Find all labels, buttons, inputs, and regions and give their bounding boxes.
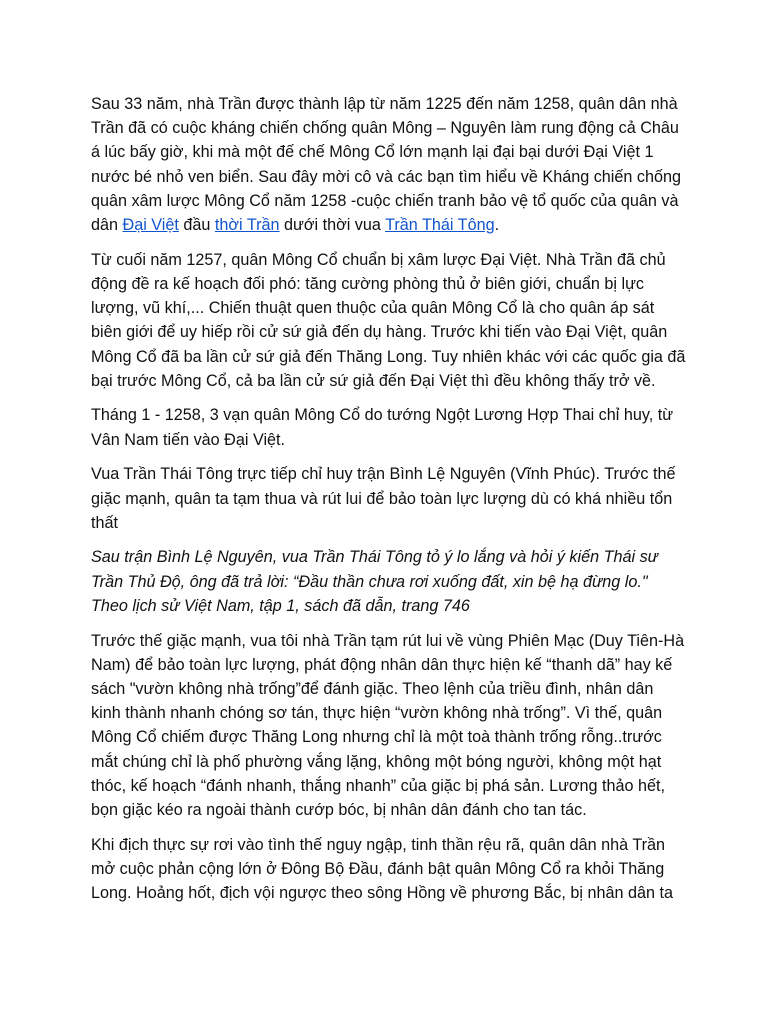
link-dai-viet[interactable]: Đại Việt xyxy=(122,216,179,235)
paragraph-quote: Sau trận Bình Lệ Nguyên, vua Trần Thái Tông tỏ ý lo lắng và hỏi ý kiến Thái sư Trần Thủ Độ, ông đã trả lời: “Đầu thần chưa rơi xuống đất, xin bệ hạ đừng lo." Theo lịch sử Việt Nam, tập 1, sách đã dẫn, trang 746 xyxy=(91,548,658,615)
paragraph-invasion: Tháng 1 - 1258, 3 vạn quân Mông Cổ do tướng Ngột Lương Hợp Thai chỉ huy, từ Vân Nam tiến vào Đại Việt. xyxy=(91,406,674,449)
paragraph-binh-le-nguyen: Vua Trần Thái Tông trực tiếp chỉ huy trận Bình Lệ Nguyên (Vĩnh Phúc). Trước thế giặc mạnh, quân ta tạm thua và rút lui để bảo toàn lực lượng dù có khá nhiều tổn thất xyxy=(91,465,676,532)
link-thoi-tran[interactable]: thời Trần xyxy=(214,216,280,235)
paragraph-counterattack: Khi địch thực sự rơi vào tình thế nguy ngập, tinh thần rệu rã, quân dân nhà Trần mở cuộc phản cộng lớn ở Đông Bộ Đầu, đánh bật quân Mông Cổ ra khỏi Thăng Long. Hoảng hốt, địch vội ngược theo sông Hồng về phương Bắc, bị nhân dân ta xyxy=(91,835,673,903)
document-page xyxy=(91,92,686,916)
link-tran-thai-tong[interactable]: Trần Thái Tông xyxy=(385,216,495,235)
intro-text-between-2: dưới thời vua xyxy=(279,216,386,235)
paragraph-retreat: Trước thế giặc mạnh, vua tôi nhà Trần tạm rút lui về vùng Phiên Mạc (Duy Tiên-Hà Nam) để bảo toàn lực lượng, phát động nhân dân thực hiện kế “thanh dã” hay kế sách "vườn không nhà trống”để đánh giặc. Theo lệnh của triều đình, nhân dân kinh thành nhanh chóng sơ tán, thực hiện “vườn không nhà trống”. Vì thế, quân Mông Cổ chiếm được Thăng Long nhưng chỉ là một toà thành trống rỗng..trước mắt chúng chỉ là phố phường vắng lặng, không một bóng người, không một hạt thóc, kế hoạch “đánh nhanh, thắng nhanh” của giặc bị phá sản. Lương thảo hết, bọn giặc kéo ra ngoài thành cướp bóc, bị nhân dân đánh cho tan tác. xyxy=(91,631,685,819)
intro-text-end: . xyxy=(494,216,500,235)
intro-text-between-1: đầu xyxy=(178,216,215,235)
intro-text: Sau 33 năm, nhà Trần được thành lập từ năm 1225 đến năm 1258, quân dân nhà Trần đã có cuộc kháng chiến chống quân Mông – Nguyên làm rung động cả Châu á lúc bấy giờ, khi mà một đế chế Mông Cổ lớn mạnh lại đại bại dưới Đại Việt 1 nước bé nhỏ ven biển. Sau đây mời cô và các bạn tìm hiểu về Kháng chiến chống quân xâm lược Mông Cổ năm 1258 -cuộc chiến tranh bảo vệ tổ quốc của quân và dân xyxy=(91,95,681,235)
paragraph-preparation: Từ cuối năm 1257, quân Mông Cổ chuẩn bị xâm lược Đại Việt. Nhà Trần đã chủ động đề ra kế hoạch đối phó: tăng cường phòng thủ ở biên giới, chuẩn bị lực lượng, vũ khí,... Chiến thuật quen thuộc của quân Mông Cổ là cho quân áp sát biên giới để uy hiếp rồi cử sứ giả đến dụ hàng. Trước khi tiến vào Đại Việt, quân Mông Cổ đã ba lần cử sứ giả đến Thăng Long. Tuy nhiên khác với các quốc gia đã bại trước Mông Cổ, cả ba lần cử sứ giả đến Đại Việt thì đều không thấy trở về. xyxy=(91,250,686,390)
paragraph-intro xyxy=(91,92,686,237)
